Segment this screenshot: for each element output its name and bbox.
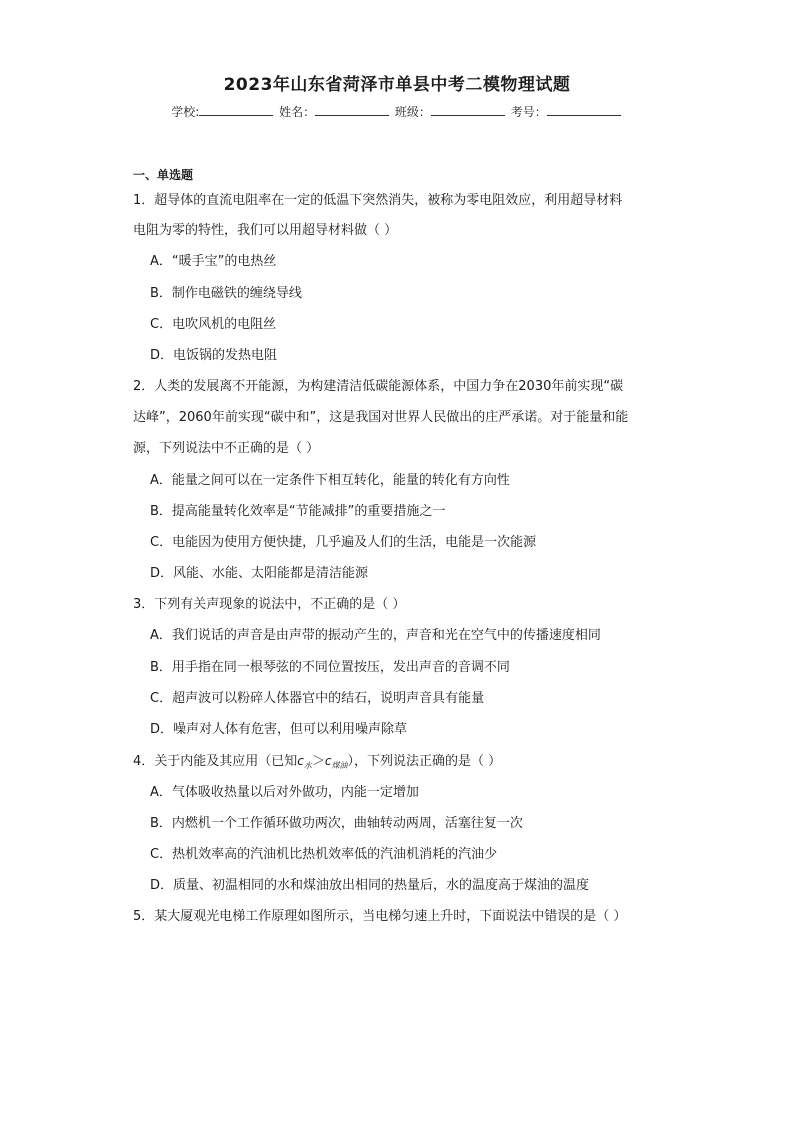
question-3-option-b: B．用手指在同一根琴弦的不同位置按压，发出声音的音调不同: [150, 660, 510, 675]
question-2-option-a: A．能量之间可以在一定条件下相互转化，能量的转化有方向性: [150, 473, 510, 488]
question-3-option-c: C．超声波可以粉碎人体器官中的结石，说明声音具有能量: [150, 691, 485, 706]
question-1-option-b: B．制作电磁铁的缠绕导线: [150, 286, 302, 301]
specific-heat-symbol: c: [324, 754, 332, 768]
kerosene-subscript: 煤油: [331, 761, 348, 770]
question-4-option-d: D．质量、初温相同的水和煤油放出相同的热量后，水的温度高于煤油的温度: [150, 878, 590, 893]
student-info-row: [0, 103, 794, 120]
exam-number-blank[interactable]: [547, 103, 621, 116]
question-2-line-3: 源，下列说法中不正确的是（ ）: [133, 441, 320, 456]
question-1-option-a: A．“暖手宝”的电热丝: [150, 254, 277, 269]
question-2-option-d: D．风能、水能、太阳能都是清洁能源: [150, 566, 369, 581]
question-1-option-c: C．电吹风机的电阻丝: [150, 317, 277, 332]
question-2-line-2: 达峰”，2060年前实现“碳中和”，这是我国对世界人民做出的庄严承诺。对于能量和能: [133, 410, 629, 425]
class-field: 班级：: [395, 103, 507, 120]
question-3-line-1: 3．下列有关声现象的说法中，不正确的是（ ）: [133, 597, 406, 612]
greater-than-sign: ＞: [311, 754, 325, 769]
question-3-option-d: D．噪声对人体有危害，但可以利用噪声除草: [150, 722, 408, 737]
page-title: 2023年山东省菏泽市单县中考二模物理试题: [223, 75, 571, 95]
water-subscript: 水: [303, 761, 312, 770]
question-4-option-b: B．内燃机一个工作循环做功两次，曲轴转动两周，活塞往复一次: [150, 816, 523, 831]
school-field: 学校:: [171, 103, 275, 120]
name-field: 姓名：: [279, 103, 391, 120]
question-3-option-a: A．我们说话的声音是由声带的振动产生的，声音和光在空气中的传播速度相同: [150, 628, 601, 643]
name-blank[interactable]: [315, 103, 389, 116]
question-1-line-2: 电阻为零的特性，我们可以用超导材料做（ ）: [133, 223, 398, 238]
question-2-line-1: 2．人类的发展离不开能源，为构建清洁低碳能源体系，中国力争在2030年前实现“碳: [133, 379, 624, 394]
question-4-line-1: 4．关于内能及其应用（已知$c_水>c_{煤油}$），下列说法正确的是（ ）: [133, 754, 502, 770]
question-5-line-1: 5．某大厦观光电梯工作原理如图所示，当电梯匀速上升时，下面说法中错误的是（ ）: [133, 909, 627, 924]
school-blank[interactable]: [199, 103, 273, 116]
question-1-line-1: 1．超导体的直流电阻率在一定的低温下突然消失，被称为零电阻效应，利用超导材料: [133, 193, 623, 208]
section-heading: 一、单选题: [133, 168, 194, 182]
specific-heat-symbol: c: [297, 754, 304, 768]
question-4-option-a: A．气体吸收热量以后对外做功，内能一定增加: [150, 785, 419, 800]
question-2-option-c: C．电能因为使用方便快捷，几乎遍及人们的生活，电能是一次能源: [150, 535, 537, 550]
class-blank[interactable]: [431, 103, 505, 116]
question-2-option-b: B．提高能量转化效率是“节能减排”的重要措施之一: [150, 504, 446, 519]
question-1-option-d: D．电饭锅的发热电阻: [150, 348, 278, 363]
question-4-option-c: C．热机效率高的汽油机比热机效率低的汽油机消耗的汽油少: [150, 847, 498, 862]
exam-number-field: 考号：: [511, 103, 623, 120]
